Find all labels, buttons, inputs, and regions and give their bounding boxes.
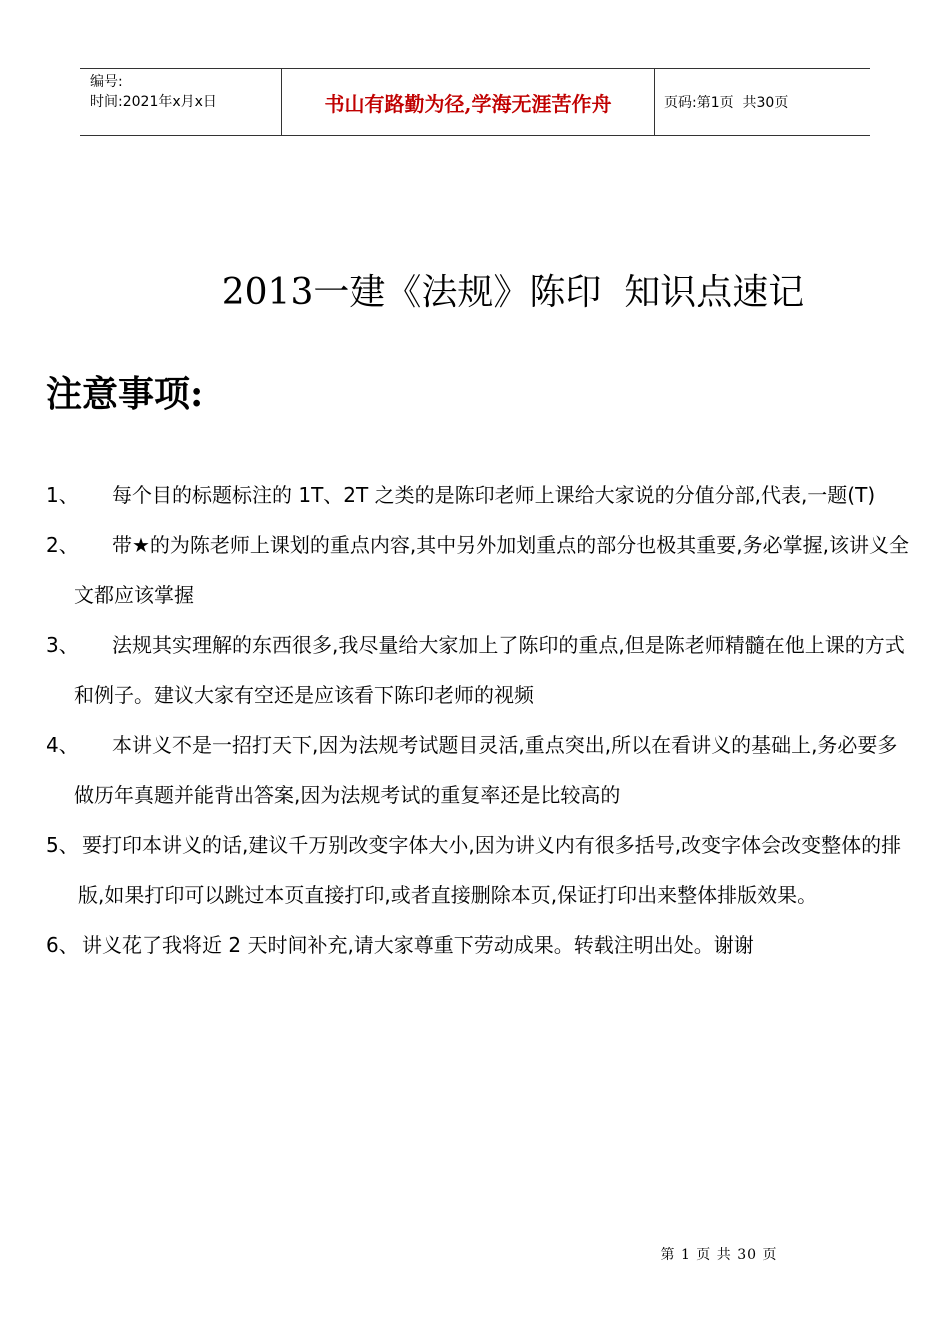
list-item [46, 820, 911, 920]
page-header [80, 68, 870, 136]
item-text: 要打印本讲义的话,建议千万别改变字体大小,因为讲义内有很多括号,改变字体会改变整体的排版,如果打印可以跳过本页直接打印,或者直接删除本页,保证打印出来整体排版效果。 [78, 833, 902, 907]
list-item [46, 720, 911, 820]
item-number: 4、 [46, 733, 79, 757]
motto-text: 书山有路勤为径,学海无涯苦作舟 [324, 91, 612, 116]
item-text: 法规其实理解的东西很多,我尽量给大家加上了陈印的重点,但是陈老师精髓在他上课的方式和例子。建议大家有空还是应该看下陈印老师的视频 [74, 633, 905, 707]
item-text: 每个目的标题标注的 1T、2T 之类的是陈印老师上课给大家说的分值分部,代表,一题(T) [112, 483, 876, 507]
page-footer: 第 1 页 共 30 页 [660, 1247, 778, 1263]
header-meta [80, 69, 282, 135]
time-label: 时间:2021年x月x日 [90, 94, 217, 110]
item-number: 2、 [46, 533, 79, 557]
item-text: 本讲义不是一招打天下,因为法规考试题目灵活,重点突出,所以在看讲义的基础上,务必要多做历年真题并能背出答案,因为法规考试的重复率还是比较高的 [74, 733, 898, 807]
notice-heading: 注意事项: [46, 373, 204, 415]
header-page-info [655, 69, 870, 135]
header-motto [282, 69, 655, 135]
item-text: 讲义花了我将近 2 天时间补充,请大家尊重下劳动成果。转载注明出处。谢谢 [82, 933, 754, 957]
item-number: 1、 [46, 483, 79, 507]
title-year: 2013 [221, 272, 314, 313]
item-number: 3、 [46, 633, 79, 657]
list-item [46, 620, 911, 720]
item-number: 6、 [46, 933, 79, 957]
item-text: 带★的为陈老师上课划的重点内容,其中另外加划重点的部分也极其重要,务必掌握,该讲义全文都应该掌握 [74, 533, 910, 607]
notice-list [46, 470, 911, 970]
list-item [46, 470, 911, 520]
number-label: 编号: [90, 74, 123, 90]
title-text: 一建《法规》陈印 知识点速记 [313, 272, 805, 313]
document-title [0, 268, 950, 318]
list-item [46, 520, 911, 620]
item-number: 5、 [46, 833, 79, 857]
page-info-text: 页码:第1页 共30页 [664, 95, 789, 111]
list-item [46, 920, 911, 970]
